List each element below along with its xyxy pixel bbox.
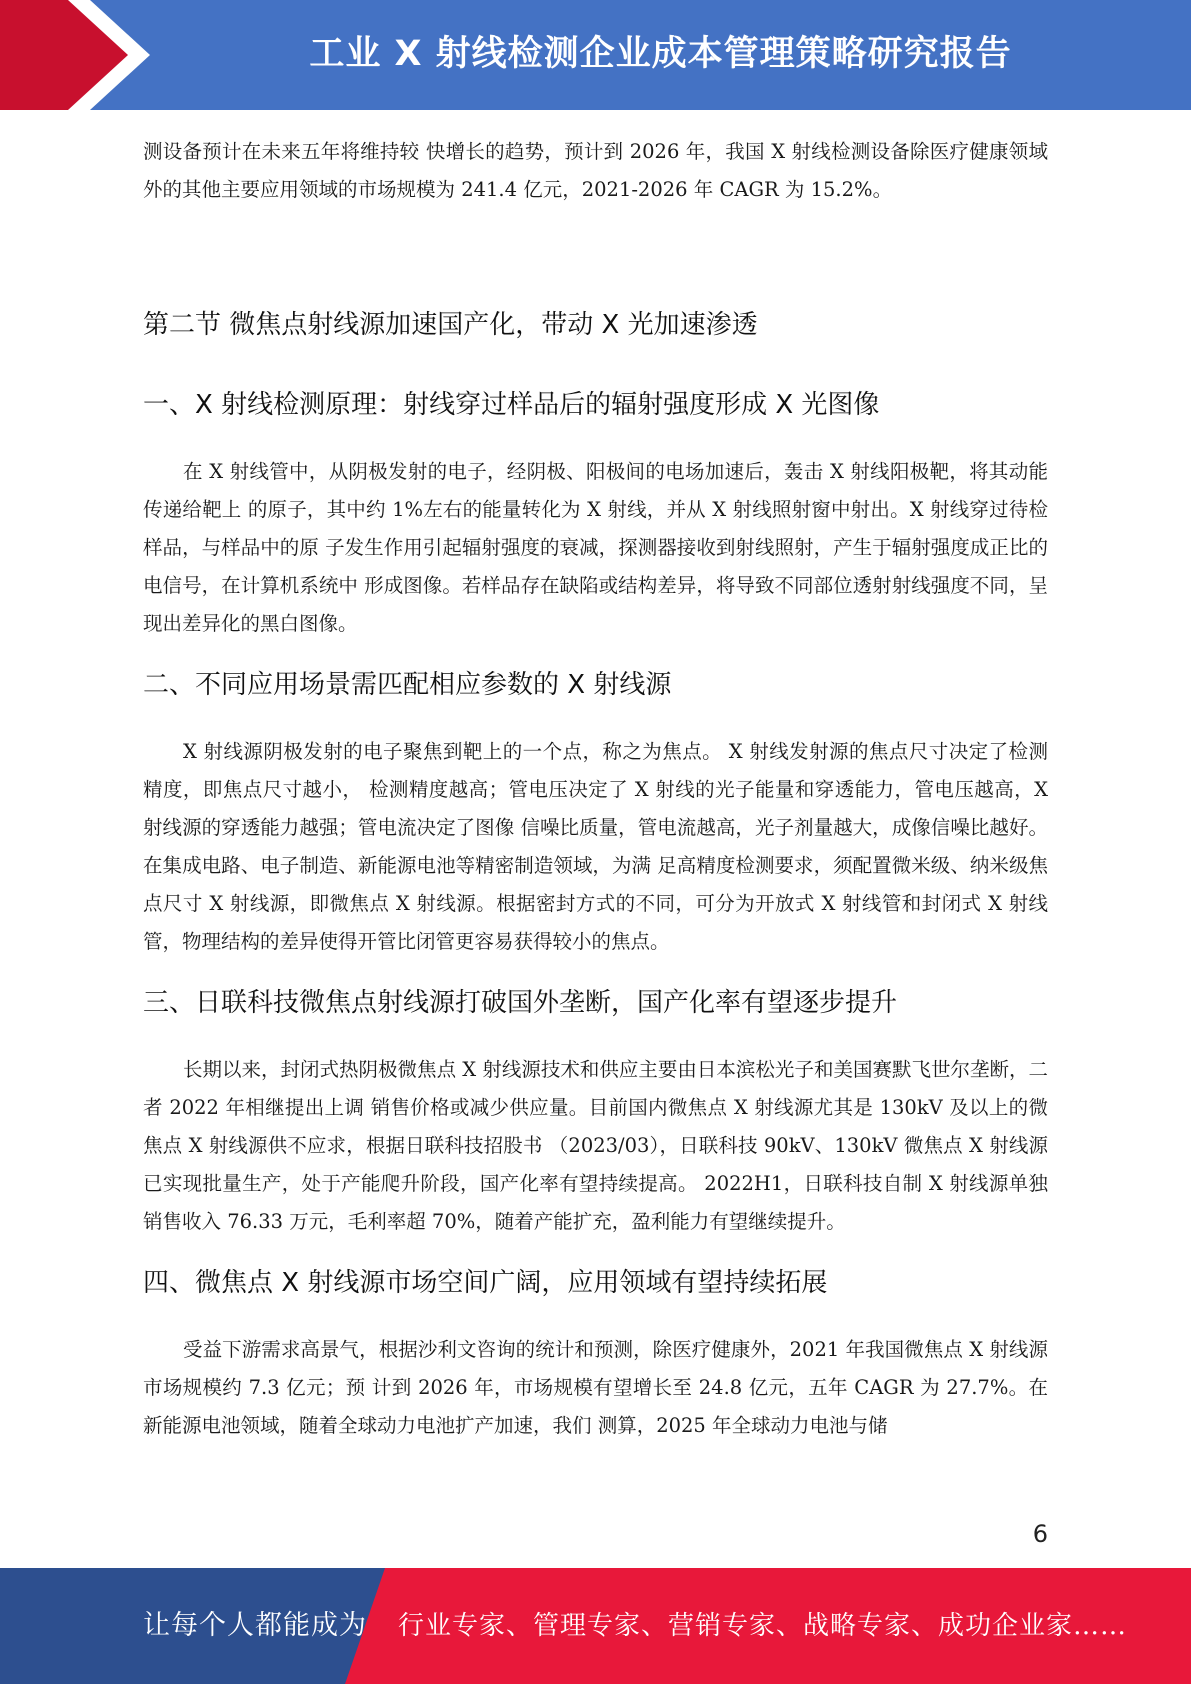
page-number: 6: [1032, 1520, 1048, 1548]
section-title: 第二节 微焦点射线源加速国产化，带动 X 光加速渗透: [143, 310, 758, 340]
subsection-heading-4: 四、微焦点 X 射线源市场空间广阔，应用领域有望持续拓展: [143, 1268, 828, 1298]
footer-slogan-right: 行业专家、管理专家、营销专家、战略专家、成功企业家……: [398, 1611, 1128, 1641]
subsection-heading-3: 三、日联科技微焦点射线源打破国外垄断，国产化率有望逐步提升: [143, 988, 898, 1018]
report-title: 工业 X 射线检测企业成本管理策略研究报告: [309, 34, 1012, 74]
page-footer: [0, 1568, 1191, 1684]
subsection-heading-1: 一、X 射线检测原理：射线穿过样品后的辐射强度形成 X 光图像: [143, 390, 880, 420]
footer-slogan-left: 让每个人都能成为: [143, 1610, 367, 1641]
subsection-paragraph-1: 在 X 射线管中，从阴极发射的电子，经阴极、阳极间的电场加速后，轰击 X 射线阳极靶，将其动能传递给靶上 的原子，其中约 1%左右的能量转化为 X 射线，并从 X 射线照射窗中射出。X 射线穿过待检样品，与样品中的原 子发生作用引起辐射强度的衰减，探测器接收到射线照射，产生于辐射强度成正比的电信号，在计算机系统中 形成图像。若样品存在缺陷或结构差异，将导致不同部位透射射线强度不同，呈现出差异化的黑白图像。: [143, 460, 1048, 635]
subsection-paragraph-2: X 射线源阴极发射的电子聚焦到靶上的一个点，称之为焦点。 X 射线发射源的焦点尺寸决定了检测精度，即焦点尺寸越小， 检测精度越高；管电压决定了 X 射线的光子能量和穿透能力，管电压越高，X 射线源的穿透能力越强；管电流决定了图像 信噪比质量，管电流越高，光子剂量越大，成像信噪比越好。在集成电路、电子制造、新能源电池等精密制造领域，为满 足高精度检测要求，须配置微米级、纳米级焦点尺寸 X 射线源，即微焦点 X 射线源。根据密封方式的不同，可分为开放式 X 射线管和封闭式 X 射线管，物理结构的差异使得开管比闭管更容易获得较小的焦点。: [143, 740, 1048, 953]
subsection-heading-2: 二、不同应用场景需匹配相应参数的 X 射线源: [143, 670, 672, 700]
document-body: [143, 133, 1048, 1445]
chevron-arrow-icon: [0, 0, 170, 110]
subsection-paragraph-3: 长期以来，封闭式热阴极微焦点 X 射线源技术和供应主要由日本滨松光子和美国赛默飞世尔垄断，二者 2022 年相继提出上调 销售价格或减少供应量。目前国内微焦点 X 射线源尤其是 130kV 及以上的微焦点 X 射线源供不应求，根据日联科技招股书 （2023/03），日联科技 90kV、130kV 微焦点 X 射线源已实现批量生产，处于产能爬升阶段，国产化率有望持续提高。 2022H1，日联科技自制 X 射线源单独销售收入 76.33 万元，毛利率超 70%，随着产能扩充，盈利能力有望继续提升。: [143, 1058, 1048, 1233]
page-header: [0, 0, 1191, 110]
intro-paragraph: 测设备预计在未来五年将维持较 快增长的趋势，预计到 2026 年，我国 X 射线检测设备除医疗健康领域外的其他主要应用领域的市场规模为 241.4 亿元，2021-2026 年 CAGR 为 15.2%。: [143, 140, 1048, 201]
subsection-paragraph-4: 受益下游需求高景气，根据沙利文咨询的统计和预测，除医疗健康外，2021 年我国微焦点 X 射线源市场规模约 7.3 亿元；预 计到 2026 年，市场规模有望增长至 24.8 亿元，五年 CAGR 为 27.7%。在新能源电池领域，随着全球动力电池扩产加速，我们 测算，2025 年全球动力电池与储: [143, 1338, 1048, 1437]
